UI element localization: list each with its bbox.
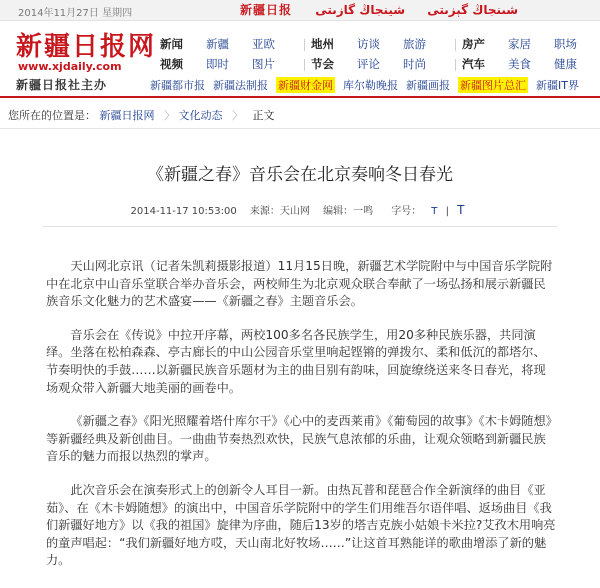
article-datetime: 2014-11-17 10:53:00 [130,206,237,217]
subnav-item[interactable]: 新疆图片总汇 [460,79,526,92]
logo-xinjiang-daily[interactable]: 新疆日报 [240,3,293,17]
nav-item[interactable]: 时尚 [403,57,426,71]
site-url: www.xjdaily.com [18,60,122,73]
main-nav [160,34,600,74]
nav-item[interactable]: 健康 [554,57,577,71]
article-paragraph: 此次音乐会在演奏形式上的创新令人耳目一新。由热瓦普和琵琶合作全新演绎的曲目《亚茹》、在《木卡姆随想》的演出中，中国音乐学院附中的学生们用维吾尔语伴唱、返场曲目《我们新疆好地方》以《我的祖国》旋律为序曲，随后13岁的塔吉克族小姑娘卡米拉?艾孜木用响亮的童声唱起：“我们新疆好地方哎，天山南北好牧场……”让这首耳熟能详的歌曲增添了新的魅力。 [46,482,556,568]
partner-nav [150,77,587,93]
nav-item[interactable]: 职场 [554,37,577,51]
breadcrumb [0,104,600,129]
font-size-label: 字号： [391,206,422,217]
top-bar [0,0,600,21]
subnav-item[interactable]: 新疆法制报 [213,79,268,92]
breadcrumb-label: 您所在的位置是： [8,109,96,122]
current-date: 2014年11月27日 星期四 [18,8,133,19]
nav-item[interactable]: 图片 [252,57,275,71]
breadcrumb-home[interactable]: 新疆日报网 [99,109,155,122]
nav-item[interactable]: 美食 [508,57,531,71]
nav-item[interactable]: 新闻 [160,37,183,51]
site-host: 新疆日报社主办 [16,78,108,92]
site-logo[interactable]: 新疆日报网 [16,32,157,62]
nav-item[interactable]: 旅游 [403,37,426,51]
breadcrumb-section[interactable]: 文化动态 [178,109,223,122]
article-body [46,258,556,586]
logo-kazakh[interactable]: شينجاڭ گازىتى [315,3,406,17]
article-paragraph: 《新疆之春》《阳光照耀着塔什库尔干》《心中的麦西莱甫》《葡萄园的故事》《木卡姆随想》等新疆经典及新创曲目。一曲曲节奏热烈欢快，民族气息浓郁的乐曲，让观众领略到新疆民族音乐的魅力而报以热烈的掌声。 [46,414,552,464]
article-paragraph: 音乐会在《传说》中拉开序幕，两校100多名各民族学生，用20多种民族乐器，共同演绎。坐落在松柏森森、亭古廊长的中山公园音乐堂里响起铿锵的弹拨尔、柔和低沉的都塔尔、节奏明快的手鼓……以新疆民族音乐题材为主的曲目别有韵味，回旋缭绕送来冬日春光，将现场观众带入新疆大地美丽的画卷中。 [46,327,546,395]
nav-item[interactable]: 家居 [508,37,531,51]
article-meta: 2014-11-17 10:53:00 来源：天山网 编辑：一鸣 字号： T | T [130,203,465,217]
nav-item[interactable]: 评论 [357,57,380,71]
nav-item[interactable]: 视频 [160,57,183,71]
article-title: 《新疆之春》音乐会在北京奏响冬日春光 [147,165,453,185]
breadcrumb-current: 正文 [252,109,275,122]
subnav-item[interactable]: 新疆都市报 [150,79,205,92]
subnav-item[interactable]: 新疆画报 [406,79,450,92]
nav-item[interactable]: 地州 [311,37,334,51]
nav-item[interactable]: 新疆 [206,37,229,51]
article-paragraph: 天山网北京讯（记者朱凯莉摄影报道）11月15日晚，新疆艺术学院附中与中国音乐学院附中在北京中山音乐堂联合举办音乐会，两校师生为北京观众联合奉献了一场弘扬和展示新疆民族音乐文化魅力的艺术盛宴——《新疆之春》主题音乐会。 [46,259,553,309]
subnav-item[interactable]: 库尔勒晚报 [343,79,398,92]
meta-divider [42,226,558,227]
font-large-button[interactable]: T [457,203,465,217]
nav-item[interactable]: 访谈 [357,37,380,51]
header-divider [0,96,600,98]
chevron-right-icon: 〉 [232,109,243,122]
logo-uyghur[interactable]: شىنجاڭ گېزىتى [427,3,519,17]
article-source: 来源：天山网 [249,206,310,217]
nav-item[interactable]: 汽车 [462,57,485,71]
font-small-button[interactable]: T [431,206,438,217]
chevron-right-icon: 〉 [164,109,175,122]
nav-item[interactable]: 房产 [462,37,485,51]
nav-item[interactable]: 亚欧 [252,37,275,51]
subnav-item[interactable]: 新疆IT界 [536,79,579,92]
nav-item[interactable]: 节会 [311,57,334,71]
article-editor: 编辑：一鸣 [323,206,374,217]
top-logos [240,1,536,18]
subnav-item[interactable]: 新疆财金网 [278,79,333,92]
nav-item[interactable]: 即时 [206,57,229,71]
